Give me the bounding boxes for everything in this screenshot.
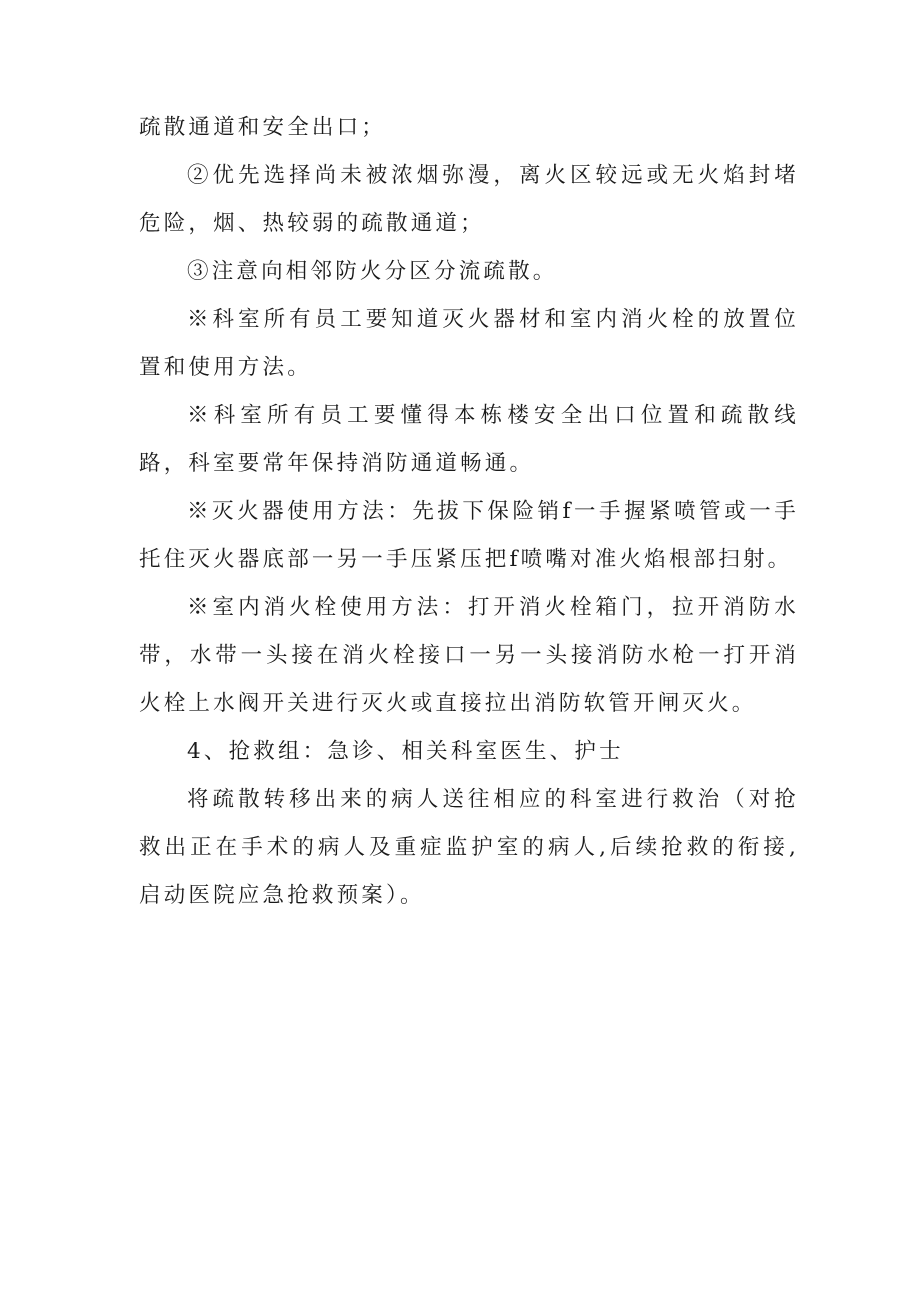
paragraph-hydrant-usage: ※室内消火栓使用方法：打开消火栓箱门，拉开消防水带，水带一头接在消火栓接口一另一头接消防水枪一打开消火栓上水阀开关进行灭火或直接拉出消防软管开闸灭火。 bbox=[139, 595, 799, 716]
document-body bbox=[139, 104, 799, 920]
paragraph-know-exits: ※科室所有员工要懂得本栋楼安全出口位置和疏散线路，科室要常年保持消防通道畅通。 bbox=[139, 403, 799, 476]
paragraph-rescue-procedure: 将疏散转移出来的病人送往相应的科室进行救治（对抢救出正在手术的病人及重症监护室的病人,后续抢救的衔接,启动医院应急抢救预案）。 bbox=[139, 787, 799, 908]
paragraph-choose-route: ②优先选择尚未被浓烟弥漫，离火区较远或无火焰封堵危险，烟、热较弱的疏散通道； bbox=[139, 163, 799, 236]
paragraph-evacuation-exits: 疏散通道和安全出口； bbox=[139, 115, 387, 140]
paragraph-know-equipment: ※科室所有员工要知道灭火器材和室内消火栓的放置位置和使用方法。 bbox=[139, 307, 799, 380]
paragraph-adjacent-zone: ③注意向相邻防火分区分流疏散。 bbox=[187, 259, 558, 284]
paragraph-rescue-team: 4、抢救组：急诊、相关科室医生、护士 bbox=[187, 739, 624, 764]
paragraph-extinguisher-usage: ※灭火器使用方法：先拔下保险销f一手握紧喷管或一手托住灭火器底部一另一手压紧压把f喷嘴对准火焰根部扫射。 bbox=[139, 499, 799, 572]
